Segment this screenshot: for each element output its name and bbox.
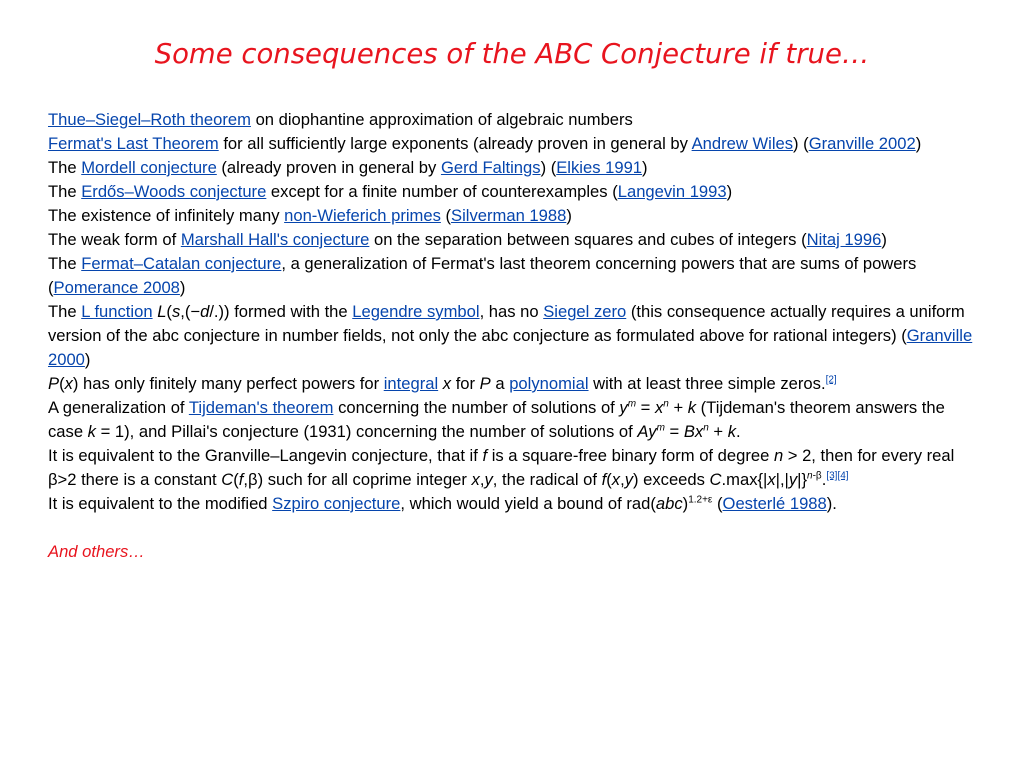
math-variable: x — [64, 374, 73, 393]
superscript-exponent: n — [703, 422, 709, 434]
math-variable: k — [87, 422, 96, 441]
math-variable: n — [773, 446, 784, 465]
consequence-item — [48, 180, 983, 204]
item-text: The — [48, 302, 82, 321]
consequence-item — [48, 228, 983, 252]
math-variable: x — [654, 398, 664, 417]
citation-link[interactable]: [3] — [826, 470, 838, 482]
item-text: ) — [682, 494, 689, 513]
item-text: ( — [59, 374, 65, 393]
item-text: = — [664, 422, 684, 441]
math-variable: f — [601, 470, 607, 489]
reference-link[interactable]: L function — [81, 302, 153, 321]
reference-link[interactable]: Fermat–Catalan conjecture — [81, 254, 282, 273]
superscript-exponent: m — [656, 422, 665, 434]
math-variable: P — [479, 374, 491, 393]
item-text: A generalization of — [48, 398, 189, 417]
reference-link[interactable]: Langevin 1993 — [617, 182, 727, 201]
item-text: ) ( — [540, 158, 557, 177]
math-variable: C — [709, 470, 722, 489]
item-text: (this consequence actually requires a uniform version of the abc conjecture in number fields, not only the abc conjecture as formulated above for rational integers) ( — [48, 302, 965, 345]
reference-link[interactable]: Legendre symbol — [352, 302, 480, 321]
item-text: (Tijdeman's theorem answers the case — [48, 398, 945, 441]
and-others-footer: And others… — [48, 542, 145, 561]
citation-link[interactable]: [4] — [837, 470, 849, 482]
item-text: . — [736, 422, 741, 441]
item-text: The — [48, 182, 82, 201]
item-text: The existence of infinitely many — [48, 206, 285, 225]
consequence-item — [48, 300, 983, 372]
math-variable: x — [767, 470, 776, 489]
item-text: . — [821, 470, 827, 489]
math-variable: x — [471, 470, 480, 489]
item-text: ( — [712, 494, 723, 513]
item-text: /.)) formed with the — [209, 302, 353, 321]
reference-link[interactable]: Andrew Wiles — [691, 134, 794, 153]
item-text: .max{| — [721, 470, 768, 489]
item-text: ( — [233, 470, 239, 489]
math-variable: x — [611, 470, 621, 489]
consequence-item — [48, 156, 983, 180]
superscript-exponent: m — [627, 398, 637, 410]
item-text: (already proven in general by — [216, 158, 441, 177]
item-text: + — [668, 398, 688, 417]
item-text: ,(− — [180, 302, 201, 321]
item-text: > 2, then for every real β>2 there is a constant — [48, 446, 955, 489]
reference-link[interactable]: Szpiro conjecture — [272, 494, 401, 513]
item-text: for — [451, 374, 480, 393]
item-text: ( — [440, 206, 452, 225]
reference-link[interactable]: Gerd Faltings — [440, 158, 541, 177]
math-variable: f — [482, 446, 488, 465]
item-text: ,β) such for all coprime integer — [243, 470, 472, 489]
math-variable: d — [200, 302, 210, 321]
item-text: It is equivalent to the modified — [48, 494, 273, 513]
item-text: ) — [881, 230, 887, 249]
item-text: It is equivalent to the Granville–Langevin conjecture, that if — [48, 446, 483, 465]
math-variable: C — [221, 470, 234, 489]
reference-link[interactable]: Pomerance 2008 — [53, 278, 180, 297]
reference-link[interactable]: Elkies 1991 — [556, 158, 643, 177]
item-text: for all sufficiently large exponents (already proven in general by — [218, 134, 692, 153]
consequence-item — [48, 204, 983, 228]
item-text: = 1), and Pillai's conjecture (1931) concerning the number of solutions of — [95, 422, 638, 441]
citation — [826, 470, 837, 481]
reference-link[interactable]: Granville 2002 — [808, 134, 916, 153]
item-text: on the separation between squares and cubes of integers ( — [369, 230, 807, 249]
citation — [837, 470, 848, 481]
item-text: ( — [166, 302, 172, 321]
item-text: ( — [606, 470, 612, 489]
math-variable: y — [624, 470, 633, 489]
item-text: |} — [797, 470, 808, 489]
superscript-exponent: n — [663, 398, 669, 410]
item-text: a — [490, 374, 510, 393]
item-text: ) — [84, 350, 91, 369]
reference-link[interactable]: Nitaj 1996 — [806, 230, 882, 249]
consequence-item — [48, 252, 983, 300]
reference-link[interactable]: Erdős–Woods conjecture — [81, 182, 267, 201]
consequence-item — [48, 444, 983, 492]
item-text: ) — [915, 134, 922, 153]
item-text: on diophantine approximation of algebraic numbers — [250, 110, 633, 129]
item-text: with at least three simple zeros. — [588, 374, 826, 393]
math-variable: k — [687, 398, 697, 417]
item-text: except for a finite number of counterexamples ( — [266, 182, 618, 201]
consequence-item — [48, 372, 983, 396]
reference-link[interactable]: Silverman 1988 — [451, 206, 567, 225]
item-text: + — [708, 422, 728, 441]
consequence-list — [48, 108, 983, 564]
math-variable: f — [238, 470, 244, 489]
math-variable: s — [171, 302, 181, 321]
item-text: ) exceeds — [632, 470, 710, 489]
reference-link[interactable]: Thue–Siegel–Roth theorem — [48, 110, 251, 129]
item-text: , which would yield a bound of rad( — [400, 494, 656, 513]
item-text: The weak form of — [48, 230, 181, 249]
reference-link[interactable]: polynomial — [509, 374, 589, 393]
math-variable: y — [484, 470, 493, 489]
math-variable: Ay — [637, 422, 657, 441]
item-text: |,| — [775, 470, 789, 489]
reference-link[interactable]: Oesterlé 1988 — [722, 494, 827, 513]
reference-link[interactable]: Granville 2000 — [48, 326, 973, 369]
math-variable: y — [788, 470, 798, 489]
math-variable: Bx — [683, 422, 704, 441]
reference-link[interactable]: integral — [383, 374, 439, 393]
item-text: ) — [726, 182, 733, 201]
slide-title: Some consequences of the ABC Conjecture if true… — [154, 38, 870, 70]
item-text: ) — [566, 206, 572, 225]
reference-link[interactable]: non-Wieferich primes — [284, 206, 441, 225]
item-text: , — [620, 470, 625, 489]
math-variable: abc — [655, 494, 683, 513]
spacer — [48, 516, 983, 540]
item-text: The — [48, 158, 82, 177]
item-text: is a square-free binary form of degree — [487, 446, 774, 465]
citation — [826, 374, 837, 385]
reference-link[interactable]: Fermat's Last Theorem — [48, 134, 219, 153]
math-variable: L — [157, 302, 167, 321]
item-text: ). — [826, 494, 837, 513]
item-text: = — [636, 398, 655, 417]
superscript-exponent: n — [807, 470, 813, 482]
math-variable: P — [48, 374, 60, 393]
item-text: The — [48, 254, 82, 273]
reference-link[interactable]: Marshall Hall's conjecture — [180, 230, 370, 249]
consequence-item — [48, 396, 983, 444]
item-text: ) — [179, 278, 186, 297]
math-variable: x — [442, 374, 452, 393]
reference-link[interactable]: Mordell conjecture — [81, 158, 217, 177]
item-text: ) — [642, 158, 648, 177]
citation-link[interactable]: [2] — [825, 374, 837, 386]
superscript: -β — [812, 470, 822, 482]
item-text: , a generalization of Fermat's last theorem concerning powers that are sums of powers ( — [48, 254, 917, 297]
consequence-item — [48, 132, 983, 156]
reference-link[interactable]: Siegel zero — [543, 302, 627, 321]
item-text: concerning the number of solutions of — [333, 398, 620, 417]
item-text: , the radical of — [492, 470, 602, 489]
consequence-item — [48, 108, 983, 132]
consequence-item — [48, 492, 983, 516]
item-text: , — [479, 470, 485, 489]
reference-link[interactable]: Tijdeman's theorem — [188, 398, 334, 417]
math-variable: k — [727, 422, 737, 441]
superscript: 1.2+ε — [688, 494, 713, 506]
item-text: ) ( — [793, 134, 809, 153]
math-variable: y — [619, 398, 628, 417]
item-text: ) has only finitely many perfect powers for — [72, 374, 384, 393]
item-text: , has no — [479, 302, 544, 321]
